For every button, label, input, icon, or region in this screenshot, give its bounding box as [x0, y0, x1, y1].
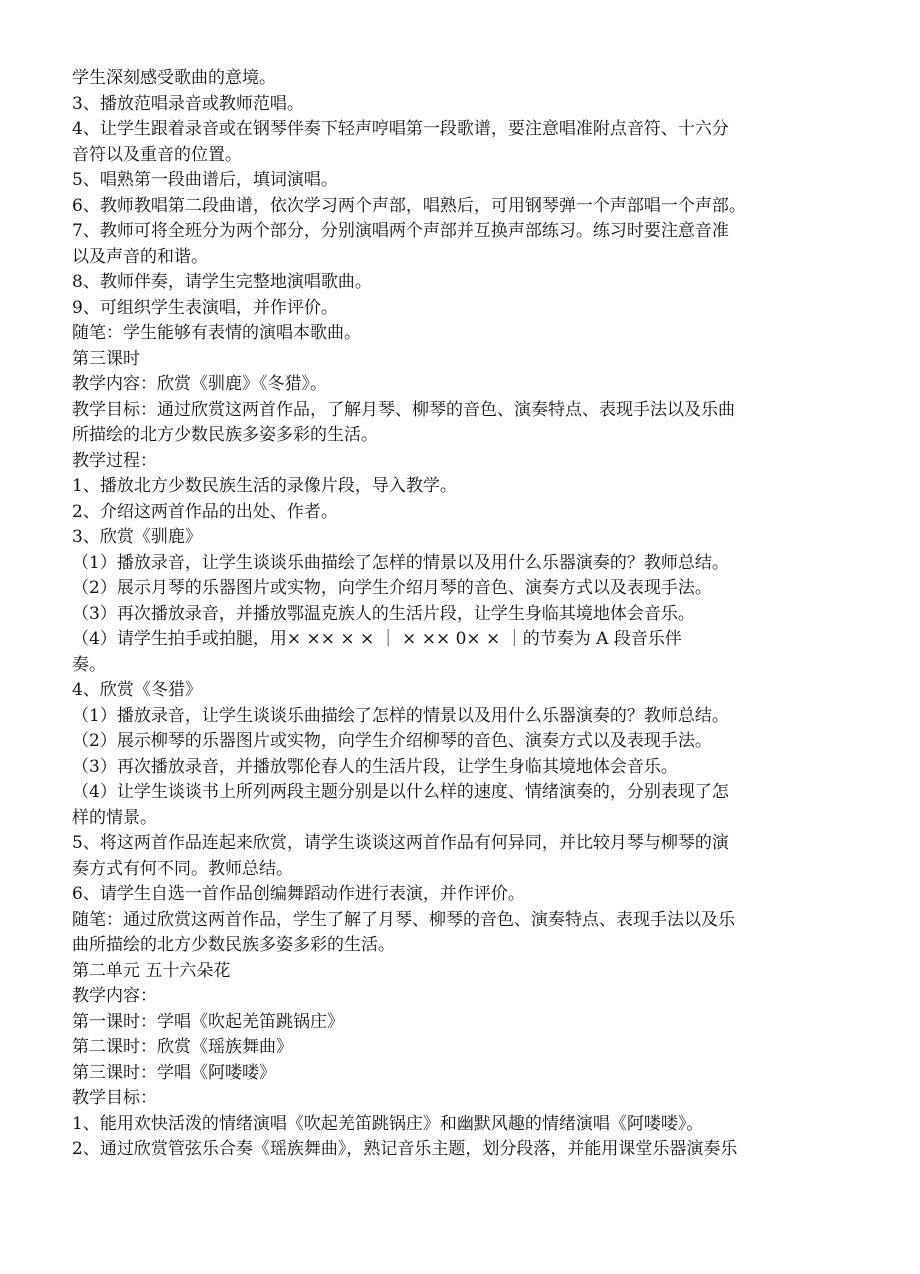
text-line: 样的情景。: [72, 807, 157, 828]
text-line: 随笔：通过欣赏这两首作品，学生了解了月琴、柳琴的音色、演奏特点、表现手法以及乐: [72, 909, 735, 930]
text-line: 1、能用欢快活泼的情绪演唱《吹起羌笛跳锅庄》和幽默风趣的情绪演唱《阿喽喽》。: [72, 1113, 704, 1134]
text-line: 音符以及重音的位置。: [72, 144, 242, 165]
text-line: 第三课时：学唱《阿喽喽》: [72, 1062, 276, 1083]
text-line: 教学内容：欣赏《驯鹿》《冬猎》。: [72, 374, 327, 394]
text-line: 随笔：学生能够有表情的演唱本歌曲。: [72, 323, 361, 343]
text-line: 所描绘的北方少数民族多姿多彩的生活。: [72, 425, 378, 445]
text-line: 曲所描绘的北方少数民族多姿多彩的生活。: [72, 935, 395, 955]
text-line: （1）播放录音，让学生谈谈乐曲描绘了怎样的情景以及用什么乐器演奏的？教师总结。: [72, 552, 729, 573]
text-line: 5、将这两首作品连起来欣赏，请学生谈谈这两首作品有何异同，并比较月琴与柳琴的演: [72, 833, 729, 853]
text-line: 9、可组织学生表演唱，并作评价。: [72, 297, 338, 318]
text-line: 教学目标：: [72, 1088, 157, 1108]
text-line: 4、欣赏《冬猎》: [72, 680, 202, 700]
text-line: 奏。: [72, 654, 106, 675]
text-line: 2、通过欣赏管弦乐合奏《瑶族舞曲》，熟记音乐主题，划分段落，并能用课堂乐器演奏乐: [72, 1139, 738, 1159]
text-line: 奏方式有何不同。教师总结。: [72, 858, 293, 879]
text-line: 1、播放北方少数民族生活的录像片段，导入教学。: [72, 476, 457, 496]
text-line: 学生深刻感受歌曲的意境。: [72, 68, 276, 88]
text-line: 3、播放范唱录音或教师范唱。: [72, 93, 304, 114]
text-line: 2、介绍这两首作品的出处、作者。: [72, 501, 338, 522]
text-line: 以及声音的和谐。: [72, 246, 208, 267]
text-line: （3）再次播放录音，并播放鄂温克族人的生活片段，让学生身临其境地体会音乐。: [72, 603, 695, 624]
text-line: 教学过程：: [72, 450, 157, 471]
text-line: 第一课时：学唱《吹起羌笛跳锅庄》: [72, 1011, 344, 1032]
section-heading: 第三课时: [72, 348, 140, 369]
text-line: 4、让学生跟着录音或在钢琴伴奏下轻声哼唱第一段歌谱，要注意唱准附点音符、十六分: [72, 119, 729, 139]
text-line: 3、欣赏《驯鹿》: [72, 527, 202, 547]
text-line: 7、教师可将全班分为两个部分，分别演唱两个声部并互换声部练习。练习时要注意音准: [72, 221, 729, 241]
text-line: （2）展示月琴的乐器图片或实物，向学生介绍月琴的音色、演奏方式以及表现手法。: [72, 578, 712, 598]
rhythm-line: （4）请学生拍手或拍腿，用× ×× × × ｜ × ×× 0× × ｜的节奏为 A 段音乐伴: [72, 629, 682, 649]
text-line: 8、教师伴奏，请学生完整地演唱歌曲。: [72, 272, 372, 292]
text-line: （1）播放录音，让学生谈谈乐曲描绘了怎样的情景以及用什么乐器演奏的？教师总结。: [72, 705, 729, 726]
unit-heading: 第二单元 五十六朵花: [72, 960, 231, 981]
text-line: 教学内容：: [72, 986, 157, 1006]
text-line: 5、唱熟第一段曲谱后，填词演唱。: [72, 170, 338, 190]
text-line: 第二课时：欣赏《瑶族舞曲》: [72, 1037, 293, 1057]
text-line: （2）展示柳琴的乐器图片或实物，向学生介绍柳琴的音色、演奏方式以及表现手法。: [72, 731, 712, 751]
text-line: 6、教师教唱第二段曲谱，依次学习两个声部，唱熟后，可用钢琴弹一个声部唱一个声部。: [72, 195, 746, 216]
text-line: （3）再次播放录音，并播放鄂伦春人的生活片段，让学生身临其境地体会音乐。: [72, 756, 678, 777]
text-line: 6、请学生自选一首作品创编舞蹈动作进行表演，并作评价。: [72, 884, 525, 904]
text-line: 教学目标：通过欣赏这两首作品，了解月琴、柳琴的音色、演奏特点、表现手法以及乐曲: [72, 399, 735, 420]
text-line: （4）让学生谈谈书上所列两段主题分别是以什么样的速度、情绪演奏的，分别表现了怎: [72, 782, 729, 802]
document-body: [72, 66, 854, 1163]
